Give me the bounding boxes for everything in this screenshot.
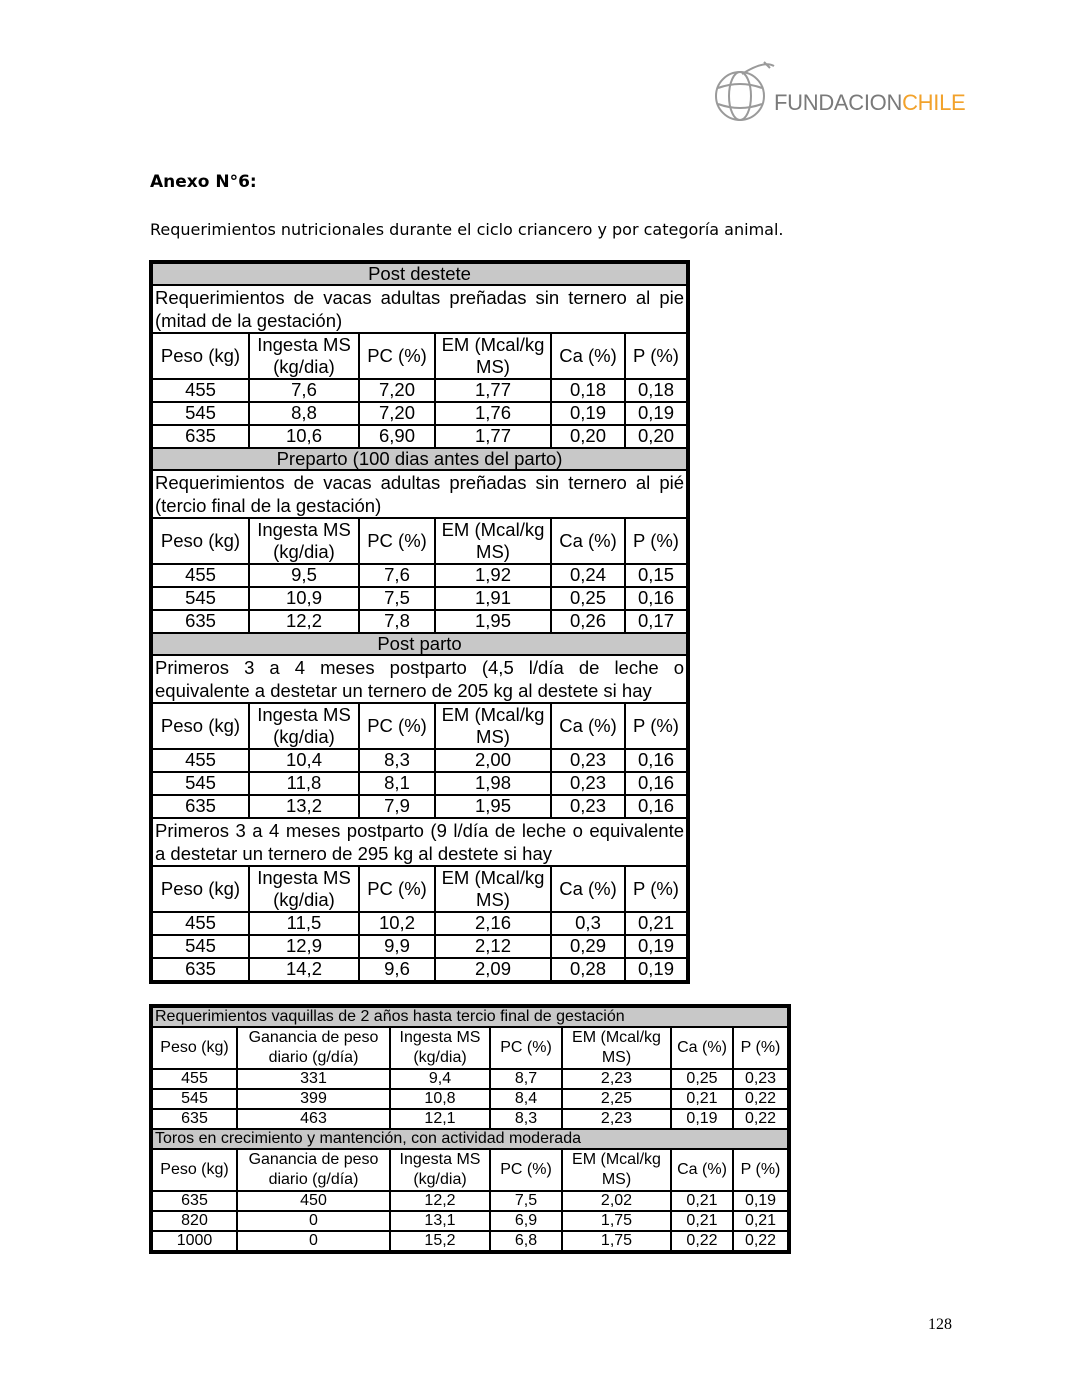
column-header: EM (Mcal/kg MS)	[435, 333, 551, 379]
table-row	[152, 772, 687, 795]
table-cell: 1,75	[562, 1211, 671, 1231]
column-header-row	[152, 333, 687, 379]
table-cell: 0,3	[551, 912, 625, 935]
table-row	[152, 912, 687, 935]
table-cell: 7,20	[359, 379, 435, 402]
table-cell: 0,21	[733, 1211, 788, 1231]
logo-text: FUNDACIONCHILE	[774, 90, 966, 115]
table-cell: 0,21	[671, 1089, 733, 1109]
column-header: EM (Mcal/kg MS)	[562, 1027, 671, 1069]
table-cell: 1,91	[435, 587, 551, 610]
table-cell: 9,9	[359, 935, 435, 958]
table-cell: 8,1	[359, 772, 435, 795]
column-header: P (%)	[625, 866, 687, 912]
table-cell: 7,6	[249, 379, 359, 402]
column-header: EM (Mcal/kg MS)	[435, 703, 551, 749]
table-cell: 8,4	[490, 1089, 562, 1109]
description-row	[152, 470, 687, 518]
table-cell: 6,9	[490, 1211, 562, 1231]
column-header: PC (%)	[490, 1149, 562, 1191]
column-header: Ingesta MS (kg/dia)	[390, 1027, 490, 1069]
table-cell: 2,02	[562, 1191, 671, 1211]
description-text: Requerimientos de vacas adultas preñadas sin ternero al pié (tercio final de la gestación)	[152, 470, 687, 518]
section-header-row	[152, 633, 687, 655]
column-header: Peso (kg)	[152, 1149, 237, 1191]
table-row	[152, 1191, 788, 1211]
table-cell: 7,6	[359, 564, 435, 587]
table-row	[152, 749, 687, 772]
section-header-row	[152, 448, 687, 470]
table-cell: 0,16	[625, 795, 687, 818]
table-cell: 0,17	[625, 610, 687, 633]
table-cell: 11,8	[249, 772, 359, 795]
section-title: Preparto (100 dias antes del parto)	[152, 448, 687, 470]
column-header: Peso (kg)	[152, 518, 249, 564]
table-cell: 15,2	[390, 1231, 490, 1251]
table-cell: 545	[152, 402, 249, 425]
column-header: Ingesta MS (kg/dia)	[249, 866, 359, 912]
table-cell: 2,09	[435, 958, 551, 981]
description-row	[152, 818, 687, 866]
cow-requirements-table	[151, 262, 688, 982]
table-cell: 0,15	[625, 564, 687, 587]
table-cell: 455	[152, 564, 249, 587]
column-header: PC (%)	[359, 518, 435, 564]
table-row	[152, 1109, 788, 1129]
table-cell: 399	[237, 1089, 390, 1109]
table-cell: 0,28	[551, 958, 625, 981]
table-cell: 635	[152, 1191, 237, 1211]
table-cell: 0,23	[551, 795, 625, 818]
table-cell: 0,19	[551, 402, 625, 425]
table-row	[152, 1089, 788, 1109]
table-cell: 0,19	[625, 958, 687, 981]
section-header-row	[152, 1007, 788, 1027]
table-cell: 2,23	[562, 1109, 671, 1129]
table-cell: 0	[237, 1211, 390, 1231]
column-header: Ca (%)	[551, 333, 625, 379]
description-text: Primeros 3 a 4 meses postparto (4,5 l/día de leche o equivalente a destetar un ternero de 205 kg al destete si hay	[152, 655, 687, 703]
column-header: EM (Mcal/kg MS)	[435, 866, 551, 912]
section-title: Toros en crecimiento y mantención, con actividad moderada	[152, 1129, 788, 1149]
table-cell: 455	[152, 379, 249, 402]
table-cell: 0,22	[671, 1231, 733, 1251]
table-cell: 10,8	[390, 1089, 490, 1109]
table-cell: 8,7	[490, 1069, 562, 1089]
annex-title: Anexo N°6:	[150, 172, 257, 192]
table-cell: 450	[237, 1191, 390, 1211]
table-cell: 545	[152, 1089, 237, 1109]
table-cell: 635	[152, 795, 249, 818]
table-cell: 2,16	[435, 912, 551, 935]
column-header: Ca (%)	[671, 1149, 733, 1191]
section-title: Requerimientos vaquillas de 2 años hasta tercio final de gestación	[152, 1007, 788, 1027]
column-header: Peso (kg)	[152, 333, 249, 379]
table-cell: 1000	[152, 1231, 237, 1251]
table-cell: 0,22	[733, 1089, 788, 1109]
table-cell: 12,9	[249, 935, 359, 958]
table-cell: 0,18	[625, 379, 687, 402]
table-cell: 463	[237, 1109, 390, 1129]
table-cell: 1,92	[435, 564, 551, 587]
table-cell: 10,9	[249, 587, 359, 610]
section-title: Post parto	[152, 633, 687, 655]
column-header: P (%)	[625, 703, 687, 749]
table-cell: 12,2	[390, 1191, 490, 1211]
table-cell: 1,77	[435, 425, 551, 448]
table-cell: 635	[152, 610, 249, 633]
table-row	[152, 935, 687, 958]
column-header: PC (%)	[359, 866, 435, 912]
table-row	[152, 1069, 788, 1089]
table-cell: 1,76	[435, 402, 551, 425]
column-header: Ganancia de peso diario (g/día)	[237, 1027, 390, 1069]
table-cell: 11,5	[249, 912, 359, 935]
description-row	[152, 655, 687, 703]
table-row	[152, 1231, 788, 1251]
table-cell: 0,25	[671, 1069, 733, 1089]
table-cell: 9,6	[359, 958, 435, 981]
table-cell: 0,18	[551, 379, 625, 402]
table-cell: 545	[152, 587, 249, 610]
table-cell: 8,3	[490, 1109, 562, 1129]
table-row	[152, 1211, 788, 1231]
table-cell: 0,20	[625, 425, 687, 448]
table-cell: 8,3	[359, 749, 435, 772]
table-cell: 635	[152, 958, 249, 981]
table-cell: 0,21	[625, 912, 687, 935]
column-header: Ca (%)	[551, 518, 625, 564]
table-cell: 545	[152, 772, 249, 795]
column-header: EM (Mcal/kg MS)	[435, 518, 551, 564]
table-cell: 1,75	[562, 1231, 671, 1251]
table-cell: 2,00	[435, 749, 551, 772]
table-cell: 0,21	[671, 1211, 733, 1231]
column-header: Ca (%)	[551, 703, 625, 749]
table-cell: 0,20	[551, 425, 625, 448]
column-header-row	[152, 703, 687, 749]
column-header-row	[152, 866, 687, 912]
column-header: Ca (%)	[671, 1027, 733, 1069]
table-cell: 13,2	[249, 795, 359, 818]
description-text: Primeros 3 a 4 meses postparto (9 l/día de leche o equivalente a destetar un ternero de 295 kg al destete si hay	[152, 818, 687, 866]
table-cell: 331	[237, 1069, 390, 1089]
table-cell: 635	[152, 425, 249, 448]
description-row	[152, 285, 687, 333]
table-cell: 13,1	[390, 1211, 490, 1231]
table-row	[152, 379, 687, 402]
table-cell: 0,16	[625, 587, 687, 610]
table-cell: 545	[152, 935, 249, 958]
column-header-row	[152, 518, 687, 564]
column-header: Ingesta MS (kg/dia)	[249, 703, 359, 749]
column-header: PC (%)	[359, 703, 435, 749]
section-header-row	[152, 1129, 788, 1149]
column-header: PC (%)	[490, 1027, 562, 1069]
table-cell: 0,24	[551, 564, 625, 587]
table-cell: 6,8	[490, 1231, 562, 1251]
annex-subtitle: Requerimientos nutricionales durante el ciclo criancero y por categoría animal.	[150, 220, 784, 239]
table-cell: 0	[237, 1231, 390, 1251]
table-cell: 0,19	[733, 1191, 788, 1211]
table-cell: 0,25	[551, 587, 625, 610]
table-cell: 1,95	[435, 795, 551, 818]
fundacion-chile-logo	[712, 58, 966, 130]
table-cell: 7,20	[359, 402, 435, 425]
table-cell: 0,19	[625, 402, 687, 425]
table-row	[152, 425, 687, 448]
table-row	[152, 610, 687, 633]
column-header: Peso (kg)	[152, 703, 249, 749]
section-header-row	[152, 263, 687, 285]
column-header: Ingesta MS (kg/dia)	[249, 518, 359, 564]
column-header: P (%)	[733, 1027, 788, 1069]
table-row	[152, 564, 687, 587]
table-cell: 10,6	[249, 425, 359, 448]
table-row	[152, 958, 687, 981]
table-cell: 7,8	[359, 610, 435, 633]
table-cell: 1,95	[435, 610, 551, 633]
table-cell: 0,16	[625, 749, 687, 772]
table-cell: 12,2	[249, 610, 359, 633]
column-header: Peso (kg)	[152, 866, 249, 912]
table-cell: 0,16	[625, 772, 687, 795]
table-cell: 0,26	[551, 610, 625, 633]
description-text: Requerimientos de vacas adultas preñadas sin ternero al pie (mitad de la gestación)	[152, 285, 687, 333]
page-number: 128	[928, 1316, 952, 1333]
table-cell: 7,5	[359, 587, 435, 610]
table-cell: 455	[152, 749, 249, 772]
table-cell: 9,4	[390, 1069, 490, 1089]
table-cell: 820	[152, 1211, 237, 1231]
table-cell: 2,12	[435, 935, 551, 958]
table-cell: 10,4	[249, 749, 359, 772]
table-cell: 9,5	[249, 564, 359, 587]
table-cell: 12,1	[390, 1109, 490, 1129]
column-header: PC (%)	[359, 333, 435, 379]
column-header: Ganancia de peso diario (g/día)	[237, 1149, 390, 1191]
column-header: Ca (%)	[551, 866, 625, 912]
table-cell: 8,8	[249, 402, 359, 425]
table-row	[152, 587, 687, 610]
table-cell: 0,19	[625, 935, 687, 958]
heifer-bull-requirements-table	[151, 1006, 789, 1252]
table-cell: 2,23	[562, 1069, 671, 1089]
table-cell: 2,25	[562, 1089, 671, 1109]
table-row	[152, 795, 687, 818]
table-cell: 0,22	[733, 1231, 788, 1251]
table-cell: 0,23	[733, 1069, 788, 1089]
column-header: P (%)	[733, 1149, 788, 1191]
table-cell: 0,23	[551, 772, 625, 795]
table-cell: 455	[152, 1069, 237, 1089]
column-header: Peso (kg)	[152, 1027, 237, 1069]
table-cell: 1,77	[435, 379, 551, 402]
table-cell: 0,23	[551, 749, 625, 772]
table-row	[152, 402, 687, 425]
section-title: Post destete	[152, 263, 687, 285]
column-header: EM (Mcal/kg MS)	[562, 1149, 671, 1191]
table-cell: 455	[152, 912, 249, 935]
table-cell: 0,29	[551, 935, 625, 958]
table-cell: 14,2	[249, 958, 359, 981]
column-header-row	[152, 1149, 788, 1191]
table-cell: 0,21	[671, 1191, 733, 1211]
column-header: Ingesta MS (kg/dia)	[390, 1149, 490, 1191]
table-cell: 0,22	[733, 1109, 788, 1129]
column-header: P (%)	[625, 518, 687, 564]
globe-logo-icon	[712, 58, 782, 128]
table-cell: 10,2	[359, 912, 435, 935]
column-header: Ingesta MS (kg/dia)	[249, 333, 359, 379]
table-cell: 635	[152, 1109, 237, 1129]
table-cell: 0,19	[671, 1109, 733, 1129]
table-cell: 7,9	[359, 795, 435, 818]
column-header: P (%)	[625, 333, 687, 379]
table-cell: 1,98	[435, 772, 551, 795]
table-cell: 6,90	[359, 425, 435, 448]
table-cell: 7,5	[490, 1191, 562, 1211]
column-header-row	[152, 1027, 788, 1069]
